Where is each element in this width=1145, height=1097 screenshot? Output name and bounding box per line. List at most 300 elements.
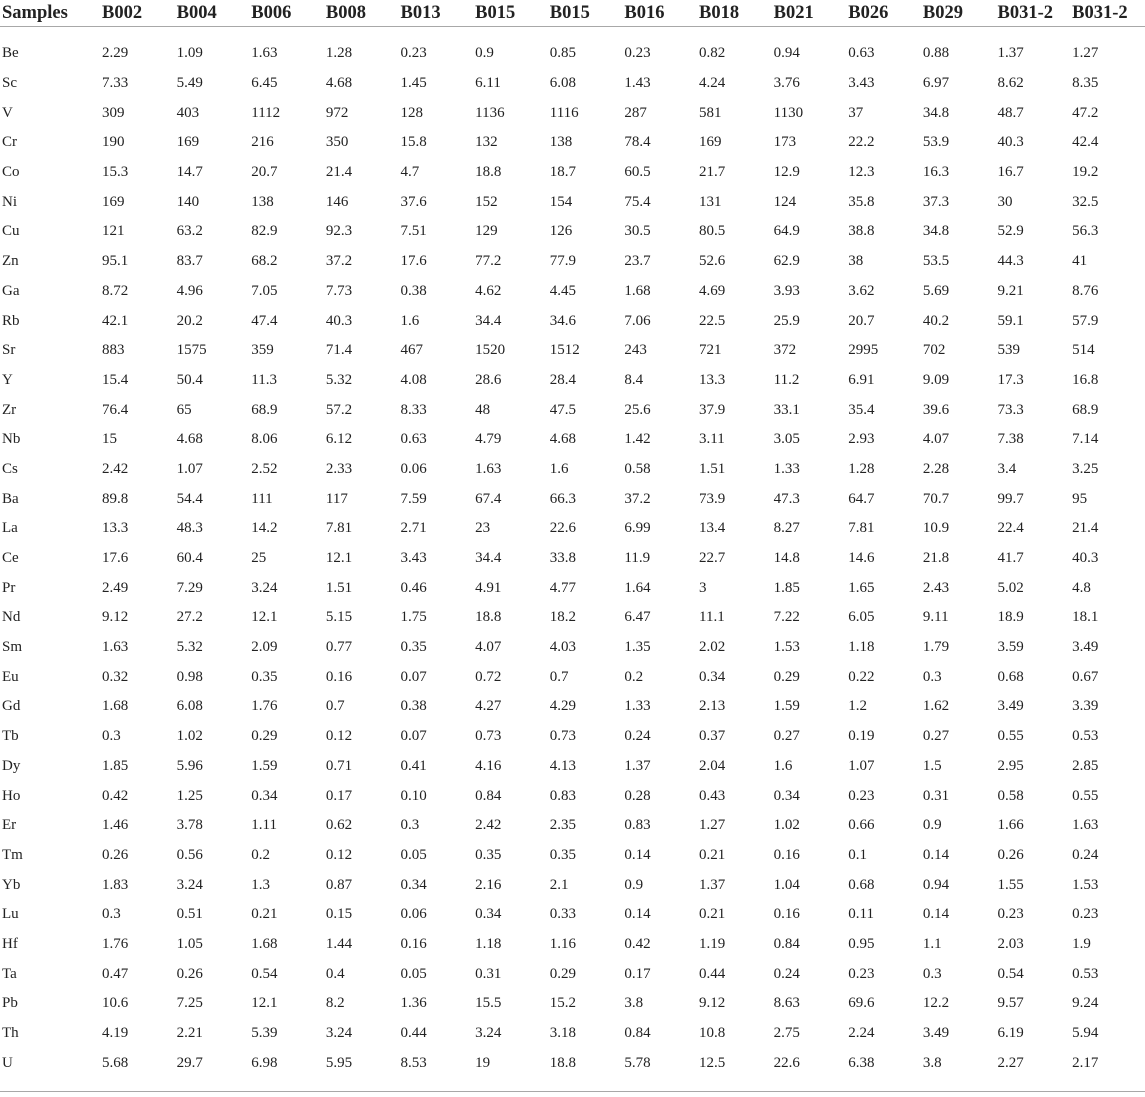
table-row — [0, 277, 1145, 307]
table-row — [0, 573, 1145, 603]
table-cell: 0.12 — [325, 728, 353, 745]
table-cell: 1.6 — [400, 312, 420, 329]
table-cell: 77.2 — [475, 253, 502, 270]
table-cell: 2995 — [848, 342, 879, 359]
table-cell: 15.8 — [400, 134, 427, 151]
table-cell: 7.22 — [773, 609, 800, 626]
table-cell: 18.9 — [997, 609, 1024, 626]
table-row — [0, 1019, 1145, 1049]
table-cell: 0.87 — [325, 876, 353, 893]
table-cell: 1.53 — [773, 639, 800, 656]
table-cell: 22.4 — [997, 520, 1024, 537]
table-cell: 0.32 — [102, 668, 129, 685]
table-cell: 40.3 — [325, 312, 353, 329]
element-label: Rb — [2, 312, 20, 329]
table-cell: 47.5 — [549, 401, 577, 418]
table-cell: 6.11 — [475, 75, 501, 92]
table-row — [0, 633, 1145, 663]
table-cell: 1.42 — [624, 431, 651, 448]
table-cell: 0.58 — [624, 460, 651, 477]
table-cell: 1.76 — [102, 935, 129, 952]
table-cell: 12.3 — [848, 164, 875, 181]
table-cell: 10.8 — [699, 1025, 726, 1042]
table-cell: 22.6 — [549, 520, 577, 537]
table-cell: 8.72 — [102, 282, 129, 299]
table-cell: 30.5 — [624, 223, 651, 240]
table-cell: 7.29 — [176, 579, 203, 596]
table-cell: 59.1 — [997, 312, 1024, 329]
table-cell: 0.05 — [400, 846, 427, 863]
table-cell: 0.46 — [400, 579, 427, 596]
table-cell: 29.7 — [176, 1054, 203, 1071]
table-cell: 972 — [325, 104, 349, 121]
table-cell: 216 — [251, 134, 274, 151]
table-cell: 1136 — [475, 104, 505, 121]
column-header-sample: B004 — [175, 0, 250, 27]
table-cell: 1.55 — [997, 876, 1024, 893]
table-cell: 27.2 — [176, 609, 203, 626]
table-cell: 0.24 — [1072, 846, 1099, 863]
table-cell: 1.63 — [251, 45, 278, 62]
table-cell: 21.7 — [699, 164, 726, 181]
table-cell: 8.06 — [251, 431, 278, 448]
table-row — [0, 484, 1145, 514]
table-cell: 0.38 — [400, 698, 427, 715]
table-cell: 0.2 — [251, 846, 271, 863]
table-cell: 467 — [400, 342, 424, 359]
table-cell: 0.3 — [922, 668, 942, 685]
table-cell: 65 — [176, 401, 192, 418]
element-label: Tb — [2, 728, 19, 745]
table-body — [0, 39, 1145, 1092]
table-cell: 0.82 — [699, 45, 726, 62]
table-cell: 22.6 — [773, 1054, 800, 1071]
table-cell: 1.16 — [549, 935, 577, 952]
table-cell: 23.7 — [624, 253, 651, 270]
table-cell: 0.83 — [549, 787, 577, 804]
table-cell: 47.2 — [1072, 104, 1099, 121]
table-cell: 2.71 — [400, 520, 427, 537]
table-cell: 0.85 — [549, 45, 577, 62]
table-cell: 6.08 — [549, 75, 577, 92]
table-cell: 4.69 — [699, 282, 726, 299]
table-cell: 3.76 — [773, 75, 800, 92]
element-label: Co — [2, 164, 20, 181]
table-cell: 169 — [176, 134, 200, 151]
table-cell: 0.68 — [997, 668, 1024, 685]
table-row — [0, 841, 1145, 871]
table-cell: 4.45 — [549, 282, 577, 299]
table-cell: 0.2 — [624, 668, 644, 685]
table-cell: 57.9 — [1072, 312, 1099, 329]
table-cell: 1.27 — [699, 817, 726, 834]
table-cell: 30 — [997, 193, 1013, 210]
element-label: Cr — [2, 134, 17, 151]
table-cell: 0.14 — [624, 846, 651, 863]
table-cell: 17.3 — [997, 371, 1024, 388]
table-cell: 0.94 — [773, 45, 800, 62]
table-cell: 95 — [1072, 490, 1088, 507]
table-cell: 12.5 — [699, 1054, 726, 1071]
table-cell: 71.4 — [325, 342, 353, 359]
table-cell: 12.1 — [251, 609, 278, 626]
table-cell: 12.9 — [773, 164, 800, 181]
table-cell: 8.27 — [773, 520, 800, 537]
table-cell: 60.4 — [176, 550, 203, 567]
table-row — [0, 336, 1145, 366]
table-cell: 15.2 — [549, 995, 577, 1012]
table-cell: 41.7 — [997, 550, 1024, 567]
table-cell: 0.42 — [102, 787, 129, 804]
table-cell: 68.2 — [251, 253, 278, 270]
table-cell: 4.68 — [549, 431, 577, 448]
table-cell: 2.42 — [475, 817, 502, 834]
table-cell: 10.9 — [922, 520, 950, 537]
table-cell: 35.8 — [848, 193, 875, 210]
table-cell: 243 — [624, 342, 647, 359]
element-label: Zr — [2, 401, 17, 418]
table-cell: 1.07 — [848, 757, 875, 774]
table-row — [0, 900, 1145, 930]
table-cell: 54.4 — [176, 490, 203, 507]
table-cell: 0.19 — [848, 728, 875, 745]
table-cell: 0.07 — [400, 728, 427, 745]
table-cell: 7.38 — [997, 431, 1024, 448]
table-cell: 1.2 — [848, 698, 868, 715]
table-cell: 6.08 — [176, 698, 203, 715]
table-cell: 25.9 — [773, 312, 800, 329]
table-cell: 25 — [251, 550, 267, 567]
table-cell: 1.85 — [773, 579, 800, 596]
table-cell: 0.88 — [922, 45, 950, 62]
table-cell: 138 — [251, 193, 274, 210]
table-cell: 64.7 — [848, 490, 875, 507]
table-cell: 40.3 — [1072, 550, 1099, 567]
table-cell: 0.53 — [1072, 728, 1099, 745]
table-cell: 0.23 — [400, 45, 427, 62]
element-label: Sc — [2, 75, 17, 92]
table-cell: 39.6 — [922, 401, 950, 418]
table-cell: 15.3 — [102, 164, 129, 181]
table-row — [0, 959, 1145, 989]
table-cell: 70.7 — [922, 490, 950, 507]
table-cell: 5.95 — [325, 1054, 353, 1071]
table-cell: 2.75 — [773, 1025, 800, 1042]
table-cell: 0.27 — [922, 728, 950, 745]
table-cell: 18.8 — [475, 609, 502, 626]
table-cell: 146 — [325, 193, 349, 210]
table-cell: 4.68 — [325, 75, 353, 92]
table-cell: 0.35 — [400, 639, 427, 656]
table-cell: 1.05 — [176, 935, 203, 952]
element-label: V — [2, 104, 13, 121]
table-cell: 3.59 — [997, 639, 1024, 656]
table-cell: 0.16 — [773, 846, 800, 863]
table-cell: 129 — [475, 223, 498, 240]
table-cell: 0.54 — [997, 965, 1024, 982]
table-row — [0, 722, 1145, 752]
table-cell: 9.12 — [102, 609, 129, 626]
element-label: Ni — [2, 193, 17, 210]
table-cell: 309 — [102, 104, 125, 121]
table-row — [0, 187, 1145, 217]
table-cell: 3.49 — [1072, 639, 1099, 656]
table-cell: 18.8 — [549, 1054, 577, 1071]
table-cell: 1512 — [549, 342, 580, 359]
table-cell: 5.96 — [176, 757, 203, 774]
table-cell: 14.6 — [848, 550, 875, 567]
table-cell: 0.12 — [325, 846, 353, 863]
table-cell: 3.49 — [922, 1025, 950, 1042]
table-cell: 702 — [922, 342, 946, 359]
table-cell: 0.22 — [848, 668, 875, 685]
table-cell: 140 — [176, 193, 200, 210]
table-cell: 1.35 — [624, 639, 651, 656]
table-row — [0, 692, 1145, 722]
table-cell: 0.51 — [176, 906, 203, 923]
table-cell: 1.51 — [325, 579, 353, 596]
table-cell: 121 — [102, 223, 125, 240]
column-header-sample: B015 — [548, 0, 623, 27]
table-cell: 372 — [773, 342, 797, 359]
table-cell: 37.9 — [699, 401, 726, 418]
table-cell: 2.16 — [475, 876, 502, 893]
table-cell: 6.98 — [251, 1054, 278, 1071]
table-cell: 883 — [102, 342, 125, 359]
table-cell: 1.11 — [251, 817, 277, 834]
table-cell: 7.06 — [624, 312, 651, 329]
table-cell: 37.2 — [624, 490, 651, 507]
table-cell: 0.9 — [475, 45, 494, 62]
element-label: Eu — [2, 668, 19, 685]
table-cell: 4.7 — [400, 164, 420, 181]
table-cell: 124 — [773, 193, 797, 210]
table-cell: 1.63 — [475, 460, 502, 477]
column-header-sample: B031-2 — [1070, 0, 1145, 27]
table-cell: 0.16 — [400, 935, 427, 952]
table-row — [0, 217, 1145, 247]
table-cell: 6.45 — [251, 75, 278, 92]
table-cell: 190 — [102, 134, 125, 151]
table-cell: 7.51 — [400, 223, 427, 240]
table-cell: 1.44 — [325, 935, 353, 952]
table-cell: 1.68 — [624, 282, 651, 299]
table-cell: 21.4 — [325, 164, 353, 181]
table-cell: 80.5 — [699, 223, 726, 240]
element-label: Sm — [2, 639, 23, 656]
table-cell: 0.9 — [624, 876, 644, 893]
table-cell: 1.37 — [699, 876, 726, 893]
table-cell: 34.6 — [549, 312, 577, 329]
table-cell: 4.07 — [475, 639, 502, 656]
table-cell: 0.21 — [251, 906, 278, 923]
column-header-sample: B015 — [473, 0, 548, 27]
table-cell: 581 — [699, 104, 722, 121]
table-cell: 23 — [475, 520, 491, 537]
table-cell: 0.1 — [848, 846, 868, 863]
table-cell: 8.62 — [997, 75, 1024, 92]
table-cell: 1.04 — [773, 876, 800, 893]
table-cell: 117 — [325, 490, 348, 507]
table-cell: 1.33 — [624, 698, 651, 715]
table-cell: 83.7 — [176, 253, 203, 270]
table-cell: 0.44 — [400, 1025, 427, 1042]
table-cell: 7.73 — [325, 282, 353, 299]
table-cell: 0.05 — [400, 965, 427, 982]
table-cell: 4.79 — [475, 431, 502, 448]
table-cell: 3.4 — [997, 460, 1017, 477]
table-cell: 4.8 — [1072, 579, 1091, 596]
table-cell: 8.76 — [1072, 282, 1099, 299]
element-label: Cs — [2, 460, 18, 477]
table-row — [0, 811, 1145, 841]
table-cell: 73.9 — [699, 490, 726, 507]
table-cell: 1.6 — [773, 757, 793, 774]
table-cell: 0.21 — [699, 846, 726, 863]
table-cell: 0.29 — [251, 728, 278, 745]
table-cell: 0.29 — [773, 668, 800, 685]
table-cell: 8.35 — [1072, 75, 1099, 92]
element-label: Th — [2, 1025, 19, 1042]
table-cell: 2.43 — [922, 579, 950, 596]
table-cell: 1.79 — [922, 639, 950, 656]
table-cell: 0.23 — [1072, 906, 1099, 923]
table-cell: 1.63 — [1072, 817, 1099, 834]
table-cell: 0.24 — [773, 965, 800, 982]
table-cell: 5.94 — [1072, 1025, 1099, 1042]
table-cell: 3.25 — [1072, 460, 1099, 477]
table-cell: 11.2 — [773, 371, 800, 388]
table-cell: 0.95 — [848, 935, 875, 952]
table-cell: 1116 — [549, 104, 579, 121]
column-header-samples: Samples — [0, 0, 100, 27]
column-header-sample: B021 — [772, 0, 847, 27]
table-cell: 0.47 — [102, 965, 129, 982]
table-cell: 28.4 — [549, 371, 577, 388]
table-cell: 6.05 — [848, 609, 875, 626]
table-cell: 1.85 — [102, 757, 129, 774]
table-cell: 44.3 — [997, 253, 1024, 270]
table-cell: 1.45 — [400, 75, 427, 92]
table-cell: 2.42 — [102, 460, 129, 477]
table-cell: 0.4 — [325, 965, 345, 982]
table-cell: 20.2 — [176, 312, 203, 329]
table-cell: 1.19 — [699, 935, 726, 952]
table-cell: 132 — [475, 134, 498, 151]
table-cell: 10.6 — [102, 995, 129, 1012]
table-cell: 0.35 — [549, 846, 577, 863]
table-cell: 3.62 — [848, 282, 875, 299]
table-cell: 33.8 — [549, 550, 577, 567]
table-cell: 1.27 — [1072, 45, 1099, 62]
table-cell: 5.32 — [325, 371, 353, 388]
table-cell: 18.1 — [1072, 609, 1099, 626]
element-label: Hf — [2, 935, 18, 952]
table-cell: 48.7 — [997, 104, 1024, 121]
table-cell: 7.05 — [251, 282, 278, 299]
table-cell: 28.6 — [475, 371, 502, 388]
table-cell: 154 — [549, 193, 573, 210]
table-cell: 1.02 — [176, 728, 203, 745]
table-cell: 0.63 — [400, 431, 427, 448]
table-cell: 6.38 — [848, 1054, 875, 1071]
table-cell: 0.53 — [1072, 965, 1099, 982]
table-cell: 68.9 — [251, 401, 278, 418]
table-cell: 0.34 — [699, 668, 726, 685]
table-cell: 92.3 — [325, 223, 353, 240]
table-cell: 0.43 — [699, 787, 726, 804]
table-cell: 1.6 — [549, 460, 569, 477]
table-cell: 13.4 — [699, 520, 726, 537]
table-cell: 14.8 — [773, 550, 800, 567]
table-cell: 62.9 — [773, 253, 800, 270]
table-cell: 0.34 — [773, 787, 800, 804]
table-cell: 22.5 — [699, 312, 726, 329]
table-cell: 173 — [773, 134, 797, 151]
table-cell: 0.63 — [848, 45, 875, 62]
table-cell: 0.3 — [400, 817, 420, 834]
table-cell: 2.13 — [699, 698, 726, 715]
table-row — [0, 395, 1145, 425]
table-cell: 16.3 — [922, 164, 950, 181]
table-cell: 0.66 — [848, 817, 875, 834]
table-cell: 4.24 — [699, 75, 726, 92]
table-cell: 2.03 — [997, 935, 1024, 952]
element-label: Yb — [2, 876, 21, 893]
table-cell: 2.04 — [699, 757, 726, 774]
element-label: Ce — [2, 550, 19, 567]
table-cell: 4.16 — [475, 757, 502, 774]
table-cell: 0.28 — [624, 787, 651, 804]
table-row — [0, 870, 1145, 900]
table-cell: 0.7 — [325, 698, 345, 715]
table-row — [0, 662, 1145, 692]
table-cell: 7.14 — [1072, 431, 1099, 448]
table-cell: 5.32 — [176, 639, 203, 656]
element-label: Gd — [2, 698, 21, 715]
table-cell: 0.56 — [176, 846, 203, 863]
table-cell: 7.81 — [325, 520, 353, 537]
table-cell: 95.1 — [102, 253, 129, 270]
table-cell: 0.27 — [773, 728, 800, 745]
table-cell: 13.3 — [102, 520, 129, 537]
table-cell: 1.68 — [251, 935, 278, 952]
table-cell: 1.09 — [176, 45, 203, 62]
table-cell: 1.18 — [475, 935, 502, 952]
table-cell: 34.4 — [475, 550, 502, 567]
table-row — [0, 247, 1145, 277]
table-cell: 0.98 — [176, 668, 203, 685]
table-cell: 17.6 — [400, 253, 427, 270]
table-cell: 73.3 — [997, 401, 1024, 418]
table-row — [0, 128, 1145, 158]
element-label: Sr — [2, 342, 16, 359]
table-cell: 16.7 — [997, 164, 1024, 181]
table-row — [0, 989, 1145, 1019]
table-cell: 4.08 — [400, 371, 427, 388]
table-cell: 5.68 — [102, 1054, 129, 1071]
table-cell: 0.84 — [624, 1025, 651, 1042]
table-cell: 1.07 — [176, 460, 203, 477]
table-cell: 11.1 — [699, 609, 725, 626]
table-cell: 8.2 — [325, 995, 345, 1012]
table-row — [0, 603, 1145, 633]
table-cell: 0.73 — [475, 728, 502, 745]
element-label: Ba — [2, 490, 19, 507]
table-cell: 60.5 — [624, 164, 651, 181]
table-cell: 4.13 — [549, 757, 577, 774]
table-cell: 3.78 — [176, 817, 203, 834]
